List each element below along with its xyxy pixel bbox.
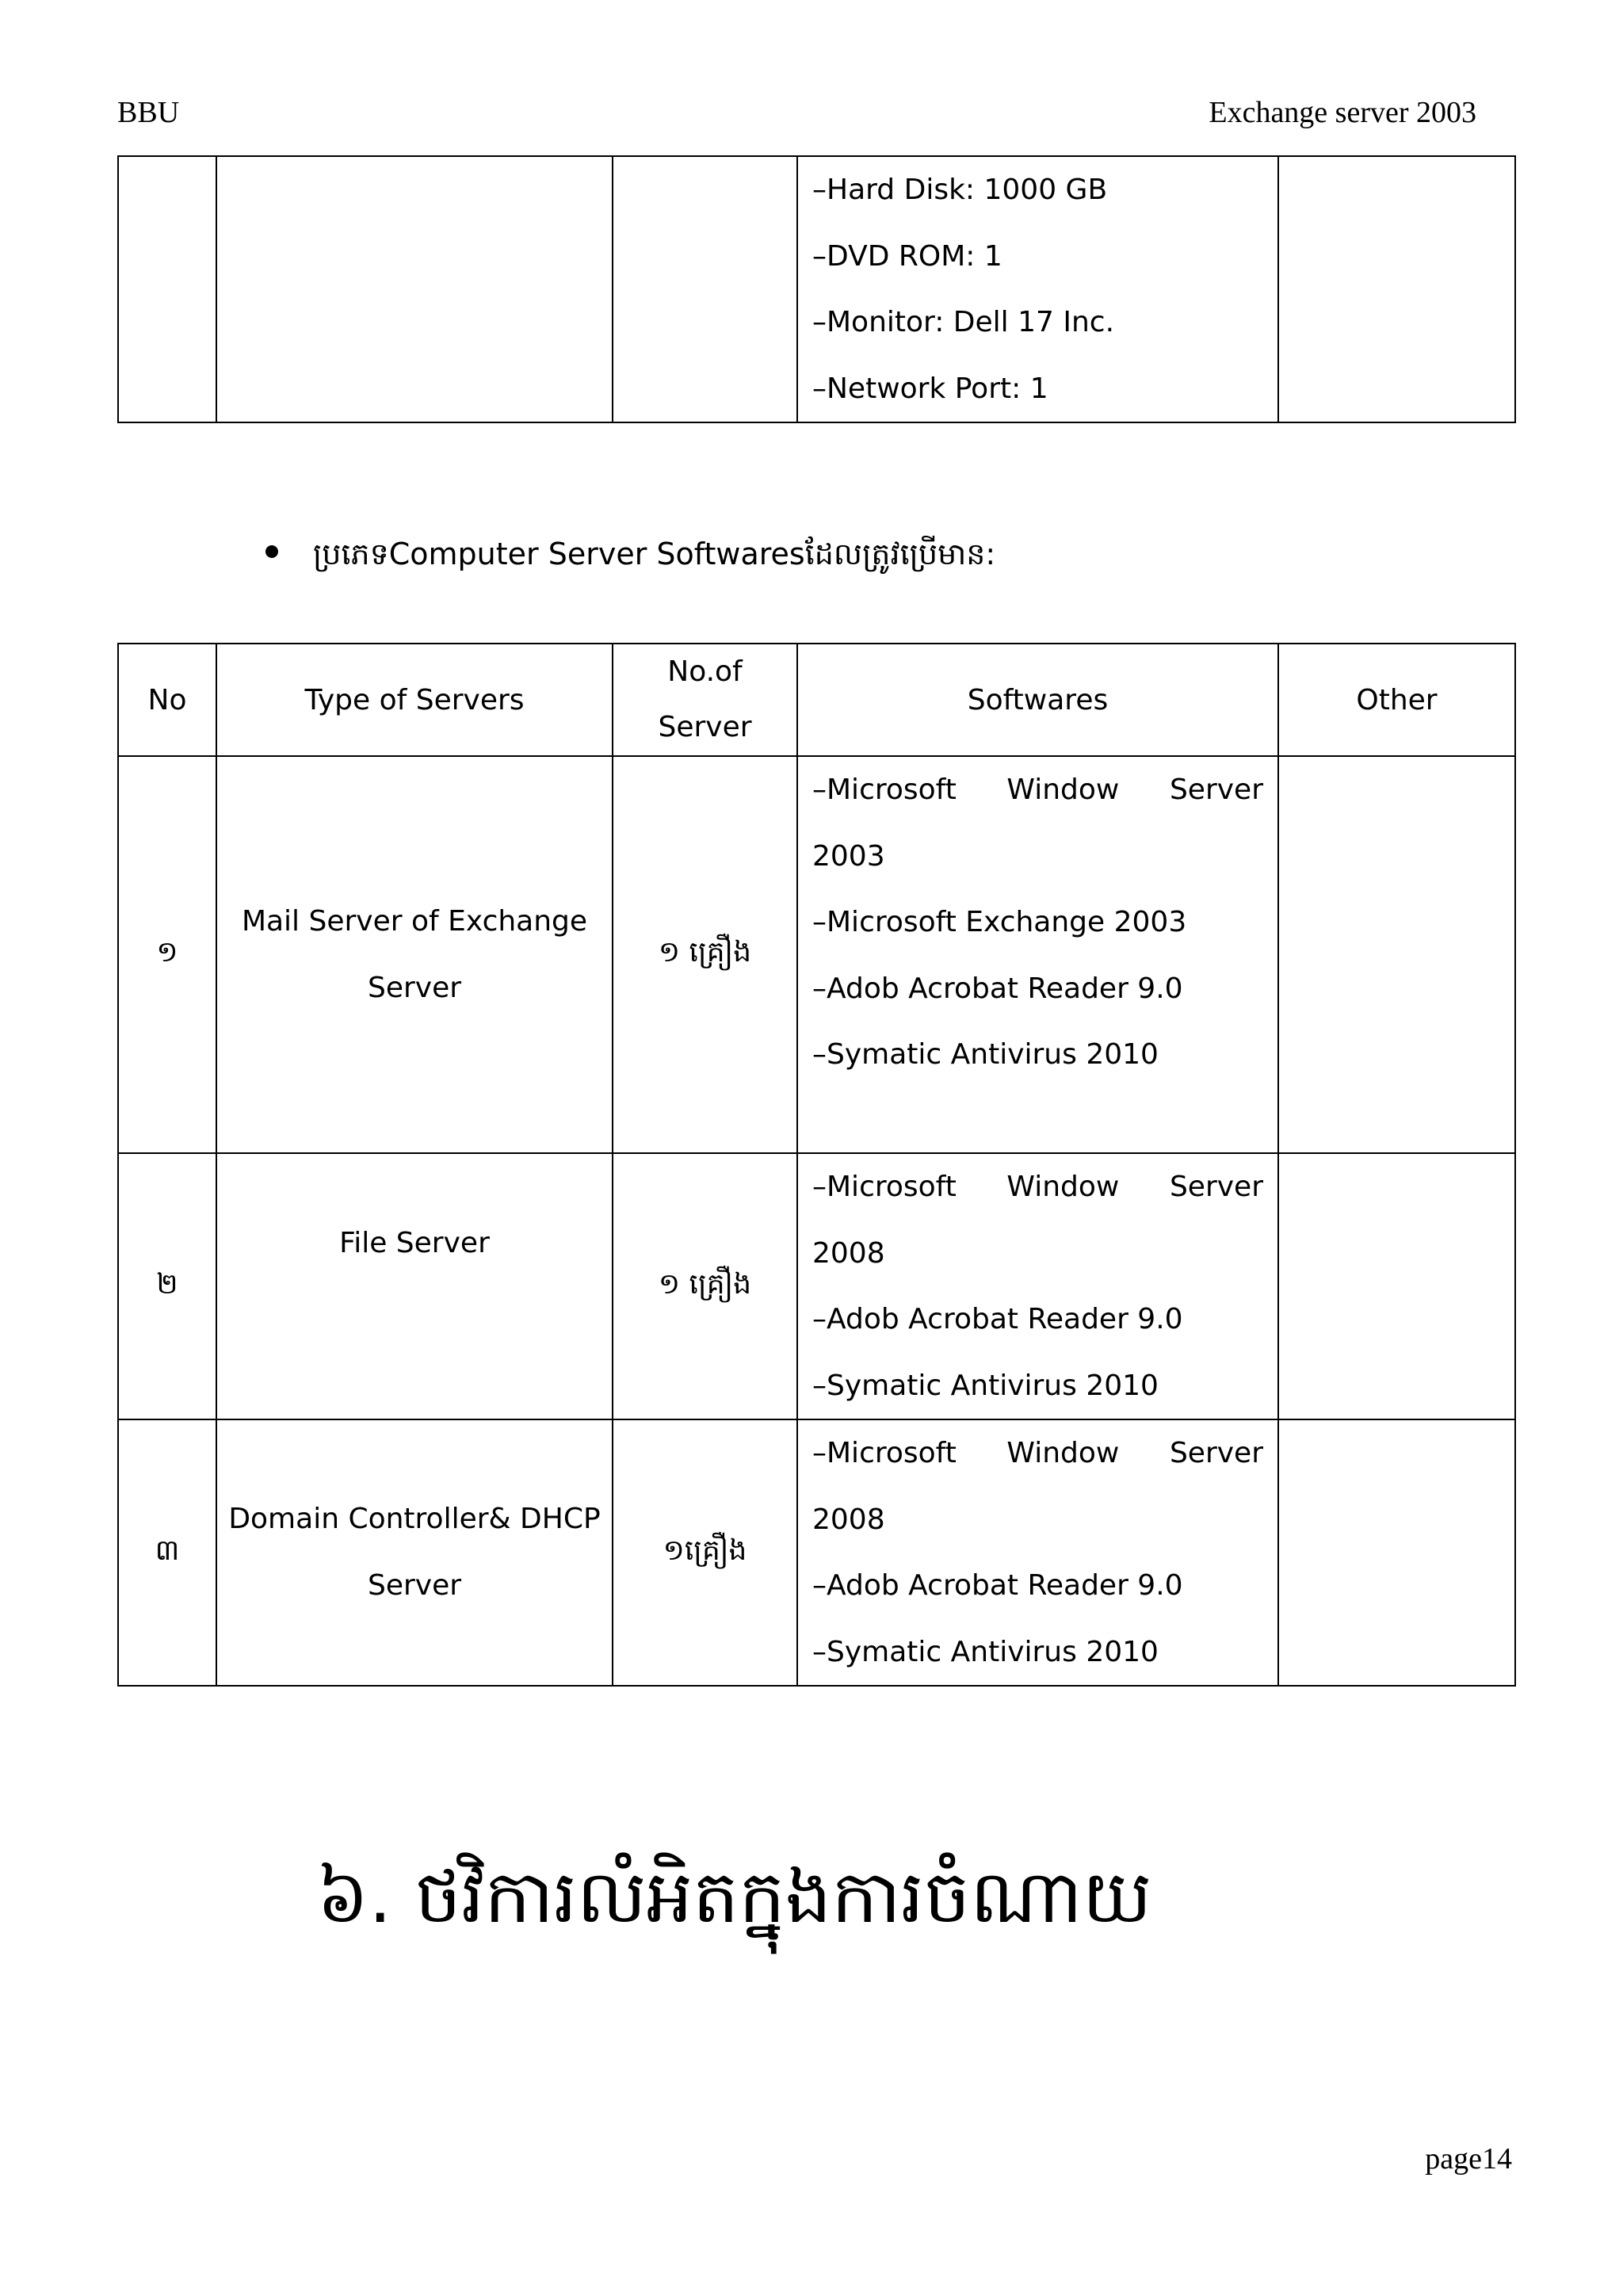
- header-other: Other: [1278, 644, 1515, 756]
- software-line: 2008: [812, 1236, 885, 1270]
- row-other: [1278, 756, 1515, 1153]
- sw-word: –Microsoft: [812, 774, 957, 806]
- table-header-row: [118, 644, 1515, 756]
- header-count-line2: Server: [658, 711, 752, 743]
- row-softwares: [797, 1153, 1278, 1419]
- bullet-item: [265, 535, 995, 579]
- sw-word: Window: [1006, 774, 1120, 806]
- section-heading: ៦. ថវិការលំអិតក្នុងការចំណាយ: [317, 1855, 1152, 1939]
- spec-line: –Network Port: 1: [812, 372, 1048, 405]
- header-no: No: [118, 644, 216, 756]
- sw-word: Window: [1006, 1437, 1120, 1469]
- row-other: [1278, 1419, 1515, 1686]
- software-line: –Adob Acrobat Reader 9.0: [812, 1303, 1183, 1335]
- table-row: [118, 756, 1515, 1153]
- software-line: [812, 1154, 1263, 1221]
- software-line: [812, 1420, 1263, 1487]
- row-no: ២: [118, 1153, 216, 1419]
- software-line: 2008: [812, 1503, 885, 1536]
- row-other: [1278, 1153, 1515, 1419]
- sw-word: –Microsoft: [812, 1171, 957, 1203]
- row-type-line1: Mail Server of Exchange: [241, 904, 588, 938]
- table-row: [118, 156, 1515, 422]
- software-line: –Adob Acrobat Reader 9.0: [812, 972, 1183, 1005]
- sw-word: Server: [1169, 1171, 1263, 1203]
- table-row: [118, 1419, 1515, 1686]
- row-type-line2: Server: [367, 1569, 462, 1602]
- sw-word: –Microsoft: [812, 1437, 957, 1469]
- header-count: [613, 644, 797, 756]
- bullet-icon: [265, 545, 278, 558]
- page-number: page14: [1425, 2142, 1512, 2176]
- software-line: –Symatic Antivirus 2010: [812, 1635, 1159, 1668]
- software-line: –Symatic Antivirus 2010: [812, 1369, 1159, 1402]
- row-count: ១ គ្រឿង: [613, 756, 797, 1153]
- row-no: ៣: [118, 1419, 216, 1686]
- row-type-line1: File Server: [339, 1227, 490, 1259]
- count-cell: [613, 156, 797, 422]
- software-line: –Symatic Antivirus 2010: [812, 1038, 1159, 1071]
- software-line: –Microsoft Exchange 2003: [812, 906, 1187, 938]
- row-type: [216, 756, 613, 1153]
- sw-word: Window: [1006, 1171, 1120, 1203]
- header-count-line1: No.of: [667, 655, 743, 688]
- sw-word: Server: [1169, 774, 1263, 806]
- row-type-line2: Server: [367, 971, 462, 1004]
- spec-line: –Monitor: Dell 17 Inc.: [812, 306, 1115, 338]
- row-count: ១គ្រឿង: [613, 1419, 797, 1686]
- row-softwares: [797, 756, 1278, 1153]
- software-line: [812, 757, 1263, 823]
- header-left: BBU: [117, 96, 180, 129]
- sw-word: Server: [1169, 1437, 1263, 1469]
- software-line: –Adob Acrobat Reader 9.0: [812, 1569, 1183, 1602]
- row-type-line1: Domain Controller& DHCP: [228, 1503, 601, 1535]
- row-softwares: [797, 1419, 1278, 1686]
- software-line: 2003: [812, 839, 885, 873]
- row-no: ១: [118, 756, 216, 1153]
- header-softwares: Softwares: [797, 644, 1278, 756]
- server-software-table: [117, 643, 1516, 1687]
- type-cell: [216, 156, 613, 422]
- hardware-specs-cell: [797, 156, 1278, 422]
- header-right: Exchange server 2003: [1209, 96, 1476, 129]
- hardware-table-continued: [117, 155, 1516, 423]
- row-count: ១ គ្រឿង: [613, 1153, 797, 1419]
- table-row: [118, 1153, 1515, 1419]
- other-cell: [1278, 156, 1515, 422]
- no-cell: [118, 156, 216, 422]
- row-type: [216, 1419, 613, 1686]
- row-type: [216, 1153, 613, 1419]
- spec-line: –DVD ROM: 1: [812, 239, 1002, 273]
- spec-line: –Hard Disk: 1000 GB: [812, 174, 1108, 206]
- bullet-text: ប្រភេទComputer Server Softwaresដែលត្រូវប្រើមាន:: [313, 537, 996, 571]
- header-type: Type of Servers: [216, 644, 613, 756]
